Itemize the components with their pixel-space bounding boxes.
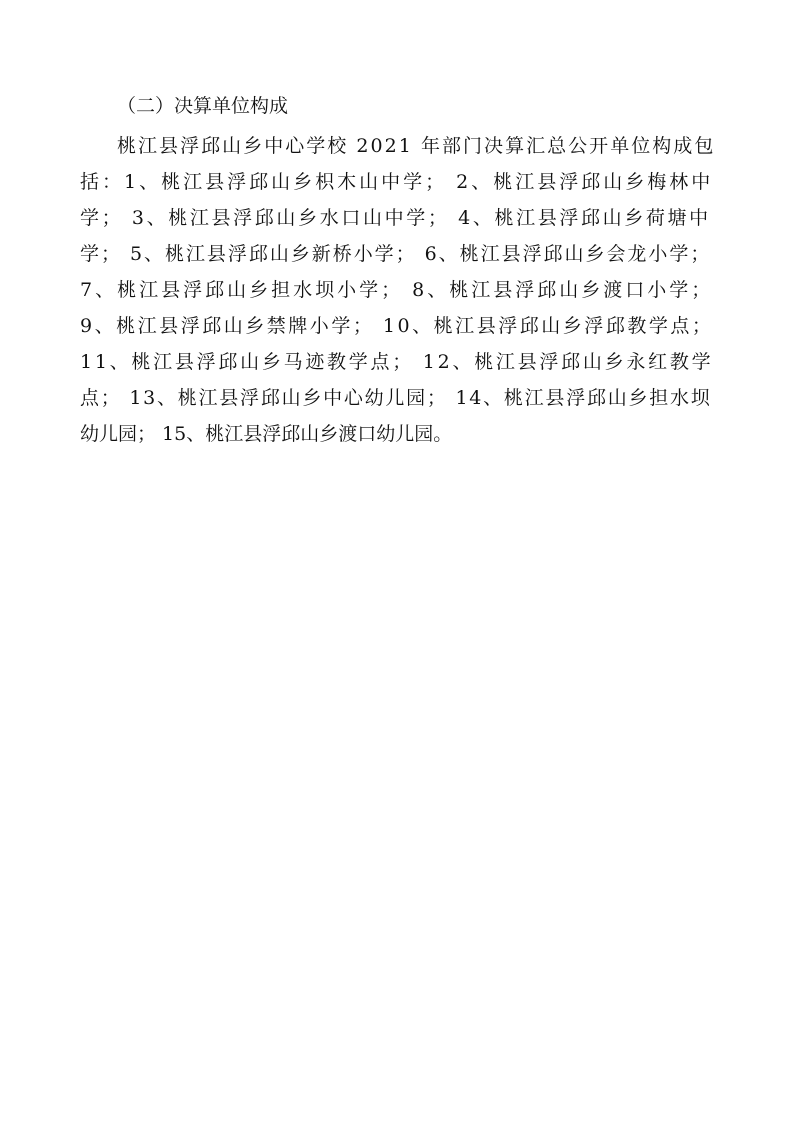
- paragraph-line: 9、桃江县浮邱山乡禁牌小学； 10、桃江县浮邱山乡浮邱教学点；: [80, 315, 714, 337]
- paragraph-line: 7、桃江县浮邱山乡担水坝小学； 8、桃江县浮邱山乡渡口小学；: [80, 279, 714, 301]
- paragraph-line: 点； 13、桃江县浮邱山乡中心幼儿园； 14、桃江县浮邱山乡担水坝: [80, 387, 712, 409]
- section-heading: （二）决算单位构成: [117, 95, 289, 117]
- paragraph-line: 桃江县浮邱山乡中心学校 2021 年部门决算汇总公开单位构成包: [117, 135, 716, 157]
- paragraph-line: 学； 3、桃江县浮邱山乡水口山中学； 4、桃江县浮邱山乡荷塘中: [80, 207, 711, 229]
- paragraph-line: 11、桃江县浮邱山乡马迹教学点； 12、桃江县浮邱山乡永红教学: [80, 351, 714, 373]
- paragraph-line: 幼儿园； 15、桃江县浮邱山乡渡口幼儿园。: [80, 423, 453, 445]
- paragraph-line: 学； 5、桃江县浮邱山乡新桥小学； 6、桃江县浮邱山乡会龙小学；: [80, 243, 712, 265]
- paragraph-line: 括：1、桃江县浮邱山乡枳木山中学； 2、桃江县浮邱山乡梅林中: [80, 171, 714, 193]
